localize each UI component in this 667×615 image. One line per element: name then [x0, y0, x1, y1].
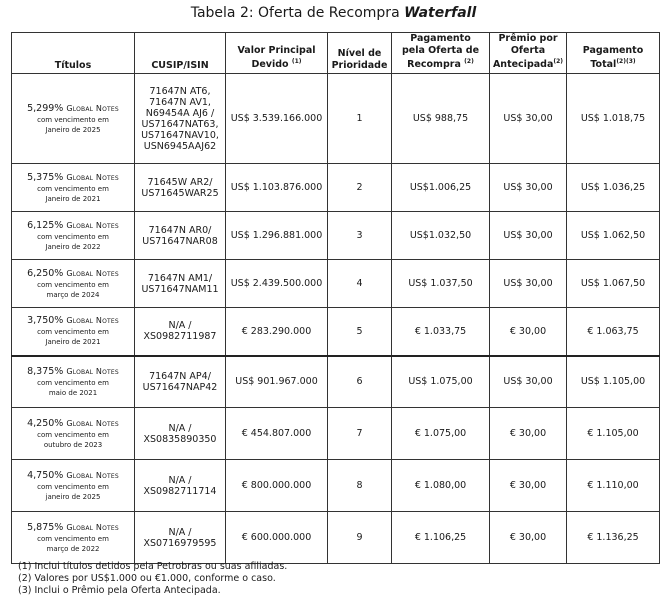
maturity-line-1: com vencimento em	[37, 534, 109, 543]
cell-premio: US$ 30,00	[490, 212, 567, 260]
rate: 5,875%	[27, 521, 64, 533]
table-body	[12, 74, 660, 564]
maturity-line-1: com vencimento em	[37, 328, 109, 337]
cell-titulo	[12, 356, 135, 408]
cusip-line: XS0716979595	[143, 537, 217, 549]
cell-pagamento: US$1.006,25	[392, 164, 490, 212]
maturity-line-1: com vencimento em	[37, 378, 109, 387]
cell-titulo	[12, 408, 135, 460]
cell-titulo	[12, 74, 135, 164]
table-row	[12, 308, 660, 356]
cell-titulo	[12, 212, 135, 260]
header-valor: Valor Principal Devido $^{(1)}$	[226, 33, 328, 74]
maturity-line-2: Janeiro de 2021	[45, 338, 101, 347]
cell-premio: US$ 30,00	[490, 260, 567, 308]
cusip-line: US71645WAR25	[141, 187, 219, 199]
maturity-line-2: Janeiro de 2022	[45, 242, 101, 251]
table-row	[12, 164, 660, 212]
cusip-line: US71647NAV10,	[141, 129, 219, 141]
cell-nivel: 5	[328, 308, 392, 356]
cell-total: US$ 1.018,75	[567, 74, 660, 164]
cusip-line: US71647NAT63,	[141, 118, 219, 130]
cell-valor: US$ 2.439.500.000	[226, 260, 328, 308]
cell-nivel: 9	[328, 512, 392, 564]
cell-nivel: 4	[328, 260, 392, 308]
table-row	[12, 212, 660, 260]
cusip-line: 71647N AT6,	[149, 85, 211, 97]
cell-premio: US$ 30,00	[490, 164, 567, 212]
cell-pagamento: US$ 1.075,00	[392, 356, 490, 408]
cell-cusip	[135, 460, 226, 512]
cell-cusip	[135, 512, 226, 564]
cell-valor: US$ 1.103.876.000	[226, 164, 328, 212]
cell-valor: € 600.000.000	[226, 512, 328, 564]
table-title-emphasis: Waterfall	[404, 5, 477, 21]
cell-cusip	[135, 260, 226, 308]
table-row	[12, 260, 660, 308]
cell-nivel: 3	[328, 212, 392, 260]
cusip-line: USN6945AAJ62	[143, 140, 217, 152]
maturity-line-1: com vencimento em	[37, 430, 109, 439]
cell-pagamento: US$ 988,75	[392, 74, 490, 164]
cell-premio: € 30,00	[490, 512, 567, 564]
cell-pagamento: € 1.075,00	[392, 408, 490, 460]
cusip-line: 71647N AR0/	[148, 224, 212, 236]
cusip-line: N/A /	[168, 320, 192, 332]
rate: 6,250%	[27, 267, 64, 279]
cusip-line: XS0835890350	[143, 433, 217, 445]
header-premio: Prêmio por Oferta Antecipada$^{(2)}$	[490, 33, 567, 74]
header-titulos: Títulos	[12, 33, 135, 74]
cell-nivel: 1	[328, 74, 392, 164]
header-total: Pagamento Total$^{(2)(3)}$	[567, 33, 660, 74]
cell-titulo	[12, 260, 135, 308]
cell-total: US$ 1.036,25	[567, 164, 660, 212]
table-title	[0, 5, 667, 21]
notes-label: Global Notes	[66, 220, 119, 230]
maturity-line-1: com vencimento em	[37, 482, 109, 491]
cell-titulo	[12, 308, 135, 356]
rate: 6,125%	[27, 219, 64, 231]
cell-cusip	[135, 408, 226, 460]
cell-total: US$ 1.067,50	[567, 260, 660, 308]
cell-pagamento: US$1.032,50	[392, 212, 490, 260]
header-nivel: Nível de Prioridade	[328, 33, 392, 74]
cell-premio: € 30,00	[490, 460, 567, 512]
cell-titulo	[12, 460, 135, 512]
maturity-line-1: com vencimento em	[37, 184, 109, 193]
notes-label: Global Notes	[66, 418, 119, 428]
cusip-line: N/A /	[168, 474, 192, 486]
notes-label: Global Notes	[66, 470, 119, 480]
maturity-line-2: outubro de 2023	[43, 440, 103, 449]
cell-titulo	[12, 512, 135, 564]
cell-total: US$ 1.105,00	[567, 356, 660, 408]
header-cusip: CUSIP/ISIN	[135, 33, 226, 74]
cell-pagamento: € 1.033,75	[392, 308, 490, 356]
cell-total: US$ 1.062,50	[567, 212, 660, 260]
rate: 5,375%	[27, 171, 64, 183]
cell-valor: US$ 3.539.166.000	[226, 74, 328, 164]
footnote-2: (2) Valores por US$1.000 ou €1.000, conforme o caso.	[18, 573, 276, 584]
table-row	[12, 460, 660, 512]
footnote-3: (3) Inclui o Prêmio pela Oferta Antecipada.	[18, 585, 221, 596]
cusip-line: N/A /	[168, 526, 192, 538]
rate: 4,750%	[27, 469, 64, 481]
maturity-line-2: Janeiro de 2025	[45, 125, 101, 134]
maturity-line-2: março de 2022	[46, 544, 100, 553]
cusip-line: 71645W AR2/	[147, 176, 213, 188]
notes-label: Global Notes	[66, 316, 119, 326]
cell-valor: US$ 901.967.000	[226, 356, 328, 408]
cell-pagamento: € 1.106,25	[392, 512, 490, 564]
cell-nivel: 8	[328, 460, 392, 512]
cell-premio: US$ 30,00	[490, 356, 567, 408]
cusip-line: US71647NAP42	[142, 381, 218, 393]
header-row	[12, 33, 660, 74]
notes-label: Global Notes	[66, 172, 119, 182]
cell-total: € 1.110,00	[567, 460, 660, 512]
cell-titulo	[12, 164, 135, 212]
cell-pagamento: US$ 1.037,50	[392, 260, 490, 308]
cell-cusip	[135, 164, 226, 212]
footnote-1: (1) Inclui títulos detidos pela Petrobras ou suas afiliadas.	[18, 561, 288, 572]
maturity-line-2: janeiro de 2025	[45, 492, 101, 501]
cell-total: € 1.063,75	[567, 308, 660, 356]
cusip-line: XS0982711987	[143, 331, 217, 343]
cell-nivel: 6	[328, 356, 392, 408]
notes-label: Global Notes	[66, 522, 119, 532]
rate: 3,750%	[27, 315, 64, 327]
notes-label: Global Notes	[66, 366, 119, 376]
maturity-line-1: com vencimento em	[37, 232, 109, 241]
cusip-line: US71647NAM11	[141, 283, 219, 295]
cell-total: € 1.105,00	[567, 408, 660, 460]
notes-label: Global Notes	[66, 268, 119, 278]
table-row	[12, 408, 660, 460]
cell-pagamento: € 1.080,00	[392, 460, 490, 512]
maturity-line-2: Janeiro de 2021	[45, 194, 101, 203]
cell-valor: € 454.807.000	[226, 408, 328, 460]
maturity-line-2: maio de 2021	[48, 388, 98, 397]
footnotes	[18, 561, 287, 597]
rate: 4,250%	[27, 417, 64, 429]
waterfall-table	[11, 32, 660, 564]
cell-cusip	[135, 74, 226, 164]
cell-valor: € 283.290.000	[226, 308, 328, 356]
cusip-line: XS0982711714	[143, 485, 217, 497]
cell-cusip	[135, 356, 226, 408]
cell-premio: € 30,00	[490, 308, 567, 356]
table-title-prefix: Tabela 2: Oferta de Recompra	[190, 5, 405, 21]
cell-premio: US$ 30,00	[490, 74, 567, 164]
cell-nivel: 2	[328, 164, 392, 212]
header-pagamento: Pagamento pela Oferta de Recompra $^{(2)}$	[392, 33, 490, 74]
cusip-line: N69454A AJ6 /	[145, 107, 215, 119]
maturity-line-2: março de 2024	[46, 290, 100, 299]
rate: 8,375%	[27, 365, 64, 377]
cusip-line: 71647N AM1/	[147, 272, 213, 284]
cusip-line: 71647N AV1,	[149, 96, 211, 108]
cell-cusip	[135, 212, 226, 260]
cell-valor: € 800.000.000	[226, 460, 328, 512]
table-row	[12, 512, 660, 564]
table-row	[12, 356, 660, 408]
cusip-line: US71647NAR08	[142, 235, 218, 247]
cell-nivel: 7	[328, 408, 392, 460]
notes-label: Global Notes	[66, 103, 119, 113]
cell-valor: US$ 1.296.881.000	[226, 212, 328, 260]
table-row	[12, 74, 660, 164]
maturity-line-1: com vencimento em	[37, 115, 109, 124]
cell-total: € 1.136,25	[567, 512, 660, 564]
rate: 5,299%	[27, 102, 64, 114]
cusip-line: N/A /	[168, 422, 192, 434]
cell-cusip	[135, 308, 226, 356]
maturity-line-1: com vencimento em	[37, 280, 109, 289]
cusip-line: 71647N AP4/	[149, 370, 211, 382]
cell-premio: € 30,00	[490, 408, 567, 460]
